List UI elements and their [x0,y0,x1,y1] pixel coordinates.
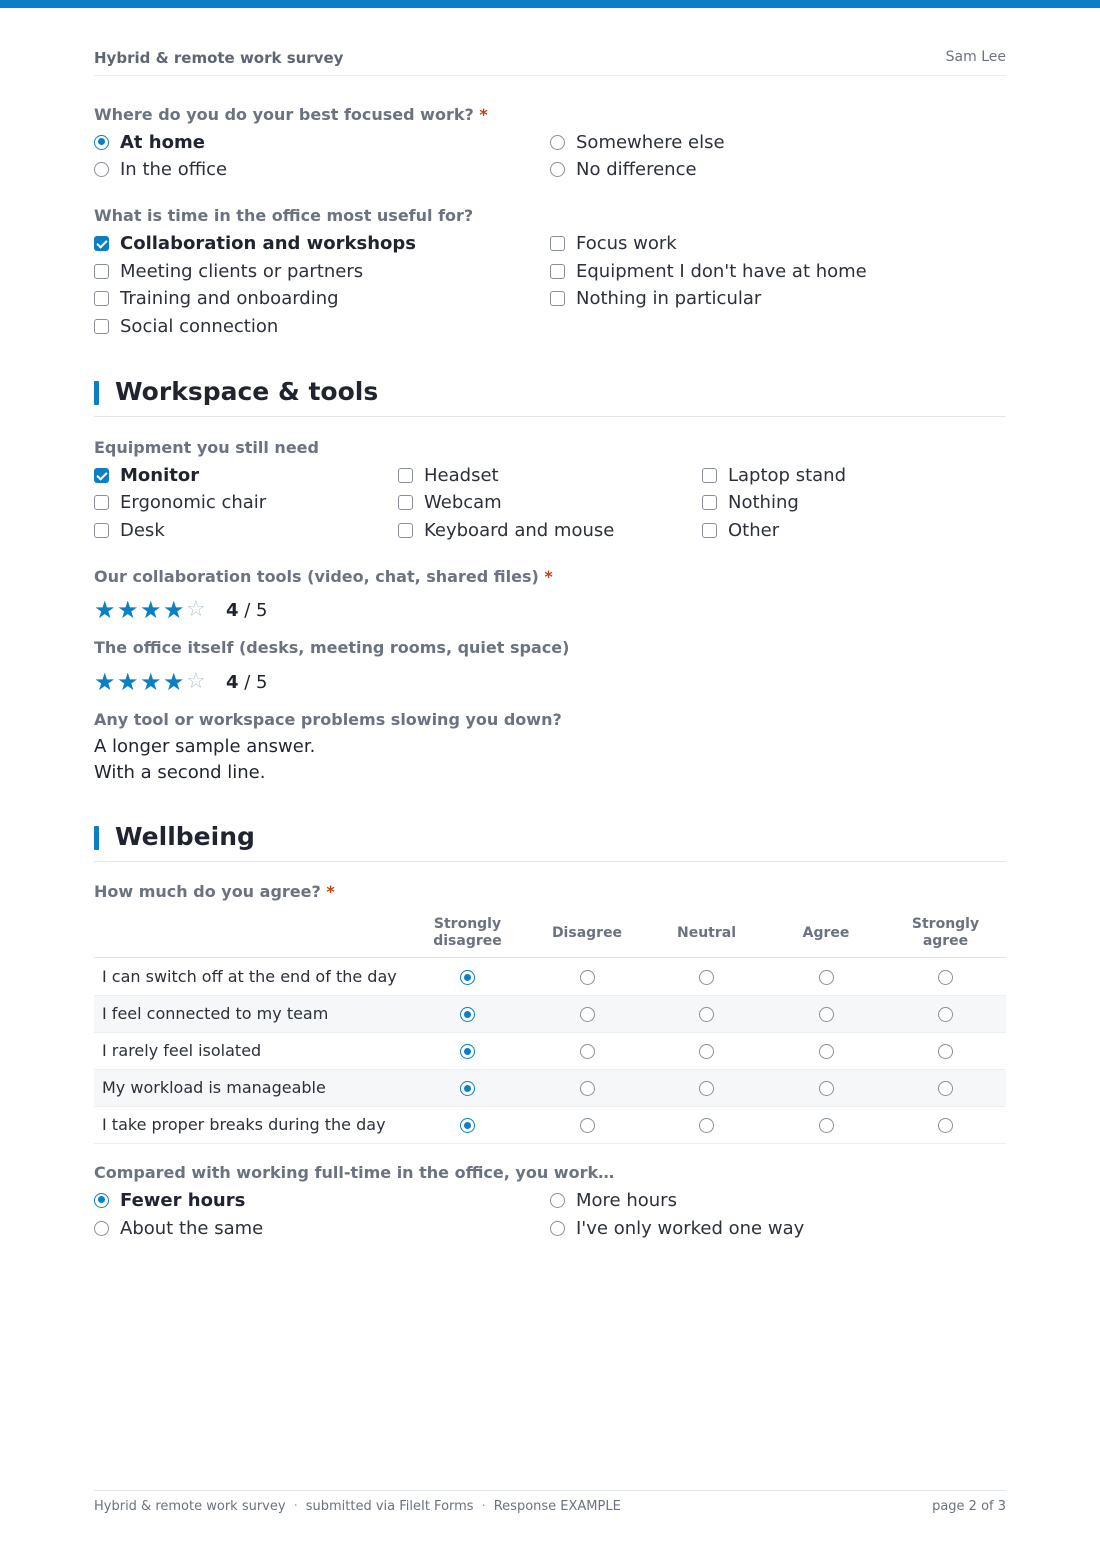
radio-icon [699,1118,714,1133]
radio-icon [938,1044,953,1059]
radio-option-at-home[interactable]: At home [94,130,205,154]
top-accent-bar [0,0,1100,8]
star-filled-icon[interactable]: ★ [117,668,139,696]
radio-icon [819,1118,834,1133]
section-title: Workspace & tools [115,377,379,406]
matrix-radio-cell[interactable] [699,1081,714,1096]
radio-icon [94,1221,109,1236]
question-problems-label: Any tool or workspace problems slowing you down? [94,710,562,729]
matrix-row [94,1070,1006,1107]
required-marker: * [326,882,335,901]
matrix-column-header: Strongly disagree [433,916,502,949]
checkbox-ergonomic-chair[interactable]: Ergonomic chair [94,490,266,514]
question-office-rating-label: The office itself (desks, meeting rooms, quiet space) [94,638,570,657]
matrix-radio-cell[interactable] [699,1118,714,1133]
checkbox-other[interactable]: Other [702,518,779,542]
radio-icon [550,1193,565,1208]
radio-icon [938,1007,953,1022]
radio-icon [550,1221,565,1236]
matrix-radio-cell[interactable] [938,1118,953,1133]
radio-option-no-difference[interactable]: No difference [550,157,697,181]
rating-collaboration-tools[interactable] [94,596,268,624]
radio-selected-icon [460,1081,475,1096]
matrix-column-header: Strongly agree [911,916,980,949]
section-title: Wellbeing [115,822,255,851]
matrix-row-statement: I rarely feel isolated [102,1041,262,1060]
problems-answer-text: A longer sample answer. With a second line. [94,736,316,783]
checkbox-icon [702,468,717,483]
radio-icon [580,970,595,985]
matrix-radio-cell[interactable] [819,1044,834,1059]
respondent-name: Sam Lee [945,49,1006,65]
radio-icon [580,1044,595,1059]
star-filled-icon[interactable]: ★ [94,668,116,696]
matrix-row [94,1107,1006,1144]
star-filled-icon[interactable]: ★ [117,596,139,624]
checkbox-focus-work[interactable]: Focus work [550,231,677,255]
checkbox-icon [550,291,565,306]
radio-icon [819,1081,834,1096]
checkbox-icon [94,291,109,306]
question-focused-work-label: Where do you do your best focused work? * [94,105,488,124]
matrix-radio-cell[interactable] [819,1081,834,1096]
matrix-column-header: Disagree [551,924,623,941]
question-equipment-label: Equipment you still need [94,438,319,457]
section-header-workspace [94,371,1006,417]
matrix-column-header: Agree [802,924,850,941]
required-marker: * [479,105,488,124]
checkbox-headset[interactable]: Headset [398,463,499,487]
star-filled-icon[interactable]: ★ [163,668,185,696]
matrix-radio-cell[interactable] [699,1007,714,1022]
checkbox-desk[interactable]: Desk [94,518,165,542]
radio-icon [699,1044,714,1059]
matrix-radio-cell[interactable] [819,1007,834,1022]
radio-icon [94,162,109,177]
radio-option-about-same[interactable]: About the same [94,1216,263,1240]
checkbox-icon [94,319,109,334]
checkbox-meeting-clients[interactable]: Meeting clients or partners [94,259,363,283]
radio-selected-icon [94,135,109,150]
question-office-time-label: What is time in the office most useful for? [94,206,474,225]
radio-option-in-office[interactable]: In the office [94,157,227,181]
question-tools-label: Our collaboration tools (video, chat, shared files) * [94,567,553,586]
matrix-radio-cell[interactable] [819,970,834,985]
checkbox-icon [398,468,413,483]
matrix-radio-cell[interactable] [460,1007,475,1022]
radio-option-one-way[interactable]: I've only worked one way [550,1216,804,1240]
radio-selected-icon [460,1044,475,1059]
section-header-wellbeing [94,816,1006,862]
star-empty-icon[interactable]: ☆ [186,597,206,622]
radio-option-somewhere-else[interactable]: Somewhere else [550,130,725,154]
section-accent-bar [94,826,99,850]
matrix-radio-cell[interactable] [699,1044,714,1059]
checkbox-icon [550,236,565,251]
radio-icon [819,1044,834,1059]
matrix-row-statement: I take proper breaks during the day [102,1115,386,1134]
matrix-radio-cell[interactable] [580,1081,595,1096]
checkbox-nothing[interactable]: Nothing [702,490,799,514]
checkbox-laptop-stand[interactable]: Laptop stand [702,463,846,487]
matrix-radio-cell[interactable] [460,1044,475,1059]
radio-selected-icon [460,1118,475,1133]
section-accent-bar [94,381,99,405]
matrix-radio-cell[interactable] [699,970,714,985]
radio-icon [819,1007,834,1022]
page-header [94,48,1006,76]
checkbox-icon [702,523,717,538]
checkbox-checked-icon [94,236,109,251]
checkbox-icon [94,523,109,538]
radio-icon [580,1081,595,1096]
matrix-radio-cell[interactable] [938,1007,953,1022]
matrix-row-statement: I feel connected to my team [102,1004,329,1023]
matrix-radio-cell[interactable] [460,1081,475,1096]
star-empty-icon[interactable]: ☆ [186,669,206,694]
checkbox-social[interactable]: Social connection [94,314,278,338]
checkbox-checked-icon [94,468,109,483]
page-footer [94,1490,1006,1520]
checkbox-icon [94,264,109,279]
radio-selected-icon [94,1193,109,1208]
checkbox-nothing-particular[interactable]: Nothing in particular [550,286,761,310]
matrix-radio-cell[interactable] [460,970,475,985]
radio-icon [938,1081,953,1096]
matrix-radio-cell[interactable] [938,970,953,985]
matrix-row [94,996,1006,1033]
matrix-radio-cell[interactable] [819,1118,834,1133]
matrix-header [94,908,1006,958]
radio-icon [938,1118,953,1133]
radio-icon [699,1081,714,1096]
matrix-radio-cell[interactable] [580,1118,595,1133]
matrix-column-header: Neutral [676,924,737,941]
checkbox-monitor[interactable]: Monitor [94,463,199,487]
checkbox-icon [398,523,413,538]
radio-icon [580,1007,595,1022]
star-filled-icon[interactable]: ★ [163,596,185,624]
checkbox-icon [94,495,109,510]
survey-title: Hybrid & remote work survey [94,49,344,67]
radio-option-more-hours[interactable]: More hours [550,1188,677,1212]
radio-option-fewer-hours[interactable]: Fewer hours [94,1188,245,1212]
radio-selected-icon [460,1007,475,1022]
rating-office[interactable] [94,668,268,696]
checkbox-collaboration[interactable]: Collaboration and workshops [94,231,416,255]
checkbox-training[interactable]: Training and onboarding [94,286,339,310]
footer-meta: Hybrid & remote work survey · submitted via FileIt Forms · Response EXAMPLE [94,1499,621,1514]
matrix-radio-cell[interactable] [460,1118,475,1133]
matrix-radio-cell[interactable] [580,1044,595,1059]
question-hours-label: Compared with working full-time in the office, you work… [94,1163,615,1182]
radio-icon [699,970,714,985]
checkbox-icon [550,264,565,279]
radio-icon [819,970,834,985]
checkbox-keyboard-mouse[interactable]: Keyboard and mouse [398,518,614,542]
matrix-radio-cell[interactable] [938,1044,953,1059]
rating-score: 4 / 5 [226,599,268,621]
page-number: page 2 of 3 [932,1499,1006,1514]
radio-icon [550,135,565,150]
matrix-row [94,1033,1006,1070]
matrix-row-statement: My workload is manageable [102,1078,326,1097]
required-marker: * [544,567,553,586]
radio-icon [938,970,953,985]
checkbox-icon [702,495,717,510]
matrix-row-statement: I can switch off at the end of the day [102,967,397,986]
radio-icon [580,1118,595,1133]
rating-score: 4 / 5 [226,671,268,693]
checkbox-equipment[interactable]: Equipment I don't have at home [550,259,867,283]
radio-icon [699,1007,714,1022]
matrix-radio-cell[interactable] [580,1007,595,1022]
matrix-radio-cell[interactable] [938,1081,953,1096]
matrix-row [94,959,1006,996]
radio-selected-icon [460,970,475,985]
question-agree-label: How much do you agree? * [94,882,335,901]
checkbox-webcam[interactable]: Webcam [398,490,502,514]
matrix-radio-cell[interactable] [580,970,595,985]
star-filled-icon[interactable]: ★ [140,668,162,696]
star-filled-icon[interactable]: ★ [94,596,116,624]
star-filled-icon[interactable]: ★ [140,596,162,624]
checkbox-icon [398,495,413,510]
radio-icon [550,162,565,177]
